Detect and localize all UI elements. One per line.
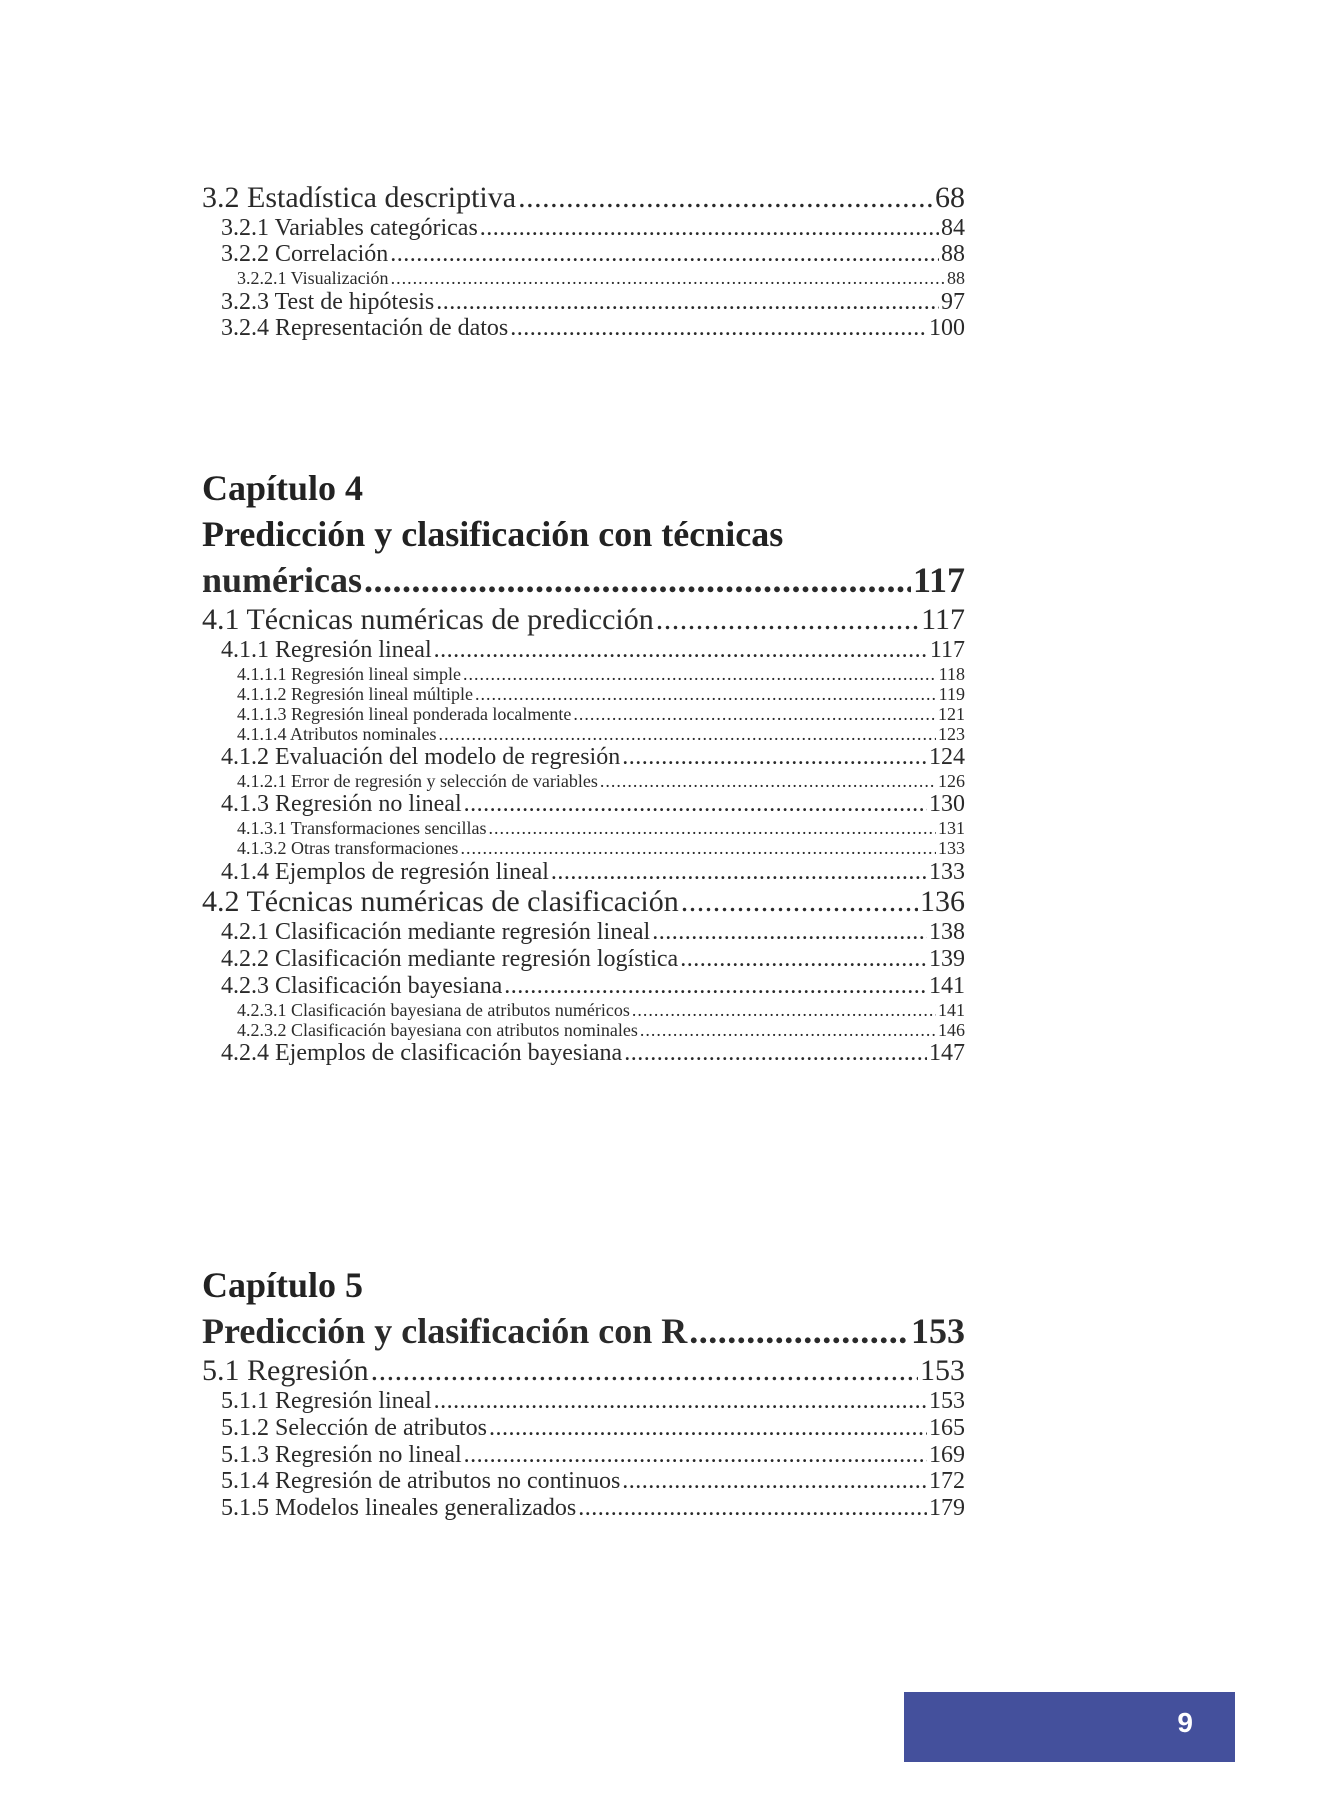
toc-entry-page: 124 xyxy=(929,744,965,771)
toc-leader-dots xyxy=(504,973,927,1000)
toc-entry[interactable] xyxy=(202,771,965,791)
toc-entry-page: 88 xyxy=(947,268,965,289)
toc-entry[interactable] xyxy=(202,181,965,215)
toc-entry[interactable] xyxy=(202,919,965,946)
toc-entry[interactable] xyxy=(202,289,965,316)
toc-leader-dots xyxy=(624,1040,927,1067)
toc-leader-dots xyxy=(689,1308,909,1354)
toc-leader-dots xyxy=(518,181,933,215)
toc-leader-dots xyxy=(622,1468,927,1495)
toc-leader-dots xyxy=(510,315,927,342)
toc-entry-page: 117 xyxy=(921,603,965,637)
chapter-5-title-line1: Predicción y clasificación con R xyxy=(202,1311,688,1352)
toc-chapter-4 xyxy=(202,465,965,1067)
toc-entry-page: 153 xyxy=(929,1387,965,1414)
toc-entry-title: 4.1.1.2 Regresión lineal múltiple xyxy=(237,683,473,704)
toc-entry[interactable] xyxy=(202,1040,965,1067)
toc-leader-dots xyxy=(464,1442,927,1469)
toc-entry-title: 4.2.3.2 Clasificación bayesiana con atributos nominales xyxy=(237,1019,638,1040)
toc-entry-page: 165 xyxy=(929,1414,965,1441)
toc-entry-page: 136 xyxy=(920,885,965,919)
toc-leader-dots xyxy=(600,771,936,791)
toc-entry-title: 4.1.1.1 Regresión lineal simple xyxy=(237,663,461,684)
toc-entry-title: 5.1.3 Regresión no lineal xyxy=(221,1441,462,1468)
toc-entry-page: 138 xyxy=(929,919,965,946)
toc-entry[interactable] xyxy=(202,744,965,771)
toc-entry-page: 133 xyxy=(938,838,965,859)
toc-entry-page: 169 xyxy=(929,1441,965,1468)
toc-entry-title: 5.1.1 Regresión lineal xyxy=(221,1387,432,1414)
chapter-4-title-line1: Predicción y clasificación con técnicas xyxy=(202,514,784,555)
toc-entry-title: 4.2.4 Ejemplos de clasificación bayesiana xyxy=(221,1039,623,1066)
chapter-4-title-row[interactable] xyxy=(202,557,965,603)
toc-leader-dots xyxy=(632,1000,936,1020)
toc-entry[interactable] xyxy=(202,1468,965,1495)
toc-leader-dots xyxy=(656,603,919,637)
toc-entry-title: 4.1.3.2 Otras transformaciones xyxy=(237,838,459,859)
toc-leader-dots xyxy=(551,859,927,886)
toc-entry-title: 5.1.5 Modelos lineales generalizados xyxy=(221,1495,577,1522)
toc-entry[interactable] xyxy=(202,946,965,973)
toc-entry-page: 133 xyxy=(929,858,965,885)
toc-entry[interactable] xyxy=(202,637,965,664)
toc-entry-title: 3.2.2.1 Visualización xyxy=(237,268,389,289)
toc-leader-dots xyxy=(622,744,927,771)
toc-entry[interactable] xyxy=(202,1020,965,1040)
toc-entry-title: 4.2 Técnicas numéricas de clasificación xyxy=(202,885,679,919)
toc-entry-page: 141 xyxy=(929,972,965,999)
page-number: 9 xyxy=(1177,1707,1193,1738)
toc-entry[interactable] xyxy=(202,684,965,704)
toc-entry[interactable] xyxy=(202,1000,965,1020)
toc-entry-page: 68 xyxy=(935,181,965,214)
toc-entry[interactable] xyxy=(202,1388,965,1415)
toc-entry-page: 84 xyxy=(941,214,965,241)
page-number-box xyxy=(904,1692,1235,1762)
chapter-5-label: Capítulo 5 xyxy=(202,1265,364,1305)
toc-entry-title: 5.1 Regresión xyxy=(202,1354,369,1388)
toc-leader-dots xyxy=(680,946,927,973)
toc-entry-title: 4.2.3.1 Clasificación bayesiana de atributos numéricos xyxy=(237,999,630,1020)
toc-entry-page: 100 xyxy=(929,315,965,342)
toc-leader-dots xyxy=(489,1415,927,1442)
toc-entry-page: 88 xyxy=(941,241,965,268)
toc-entry-page: 126 xyxy=(938,771,965,792)
toc-entry-page: 118 xyxy=(938,663,965,684)
toc-entry-title: 4.2.2 Clasificación mediante regresión logística xyxy=(221,945,679,972)
toc-entry[interactable] xyxy=(202,704,965,724)
toc-leader-dots xyxy=(391,268,945,288)
toc-leader-dots xyxy=(488,818,936,838)
chapter-4-entries xyxy=(202,603,965,1067)
toc-entry[interactable] xyxy=(202,1442,965,1469)
toc-entry-title: 4.2.3 Clasificación bayesiana xyxy=(221,972,503,999)
toc-entry[interactable] xyxy=(202,838,965,858)
toc-leader-dots xyxy=(364,557,911,603)
toc-leader-dots xyxy=(475,684,937,704)
toc-entry[interactable] xyxy=(202,215,965,242)
toc-leader-dots xyxy=(390,241,939,268)
toc-leader-dots xyxy=(434,637,928,664)
toc-leader-dots xyxy=(681,885,918,919)
toc-entry-title: 4.1.1.3 Regresión lineal ponderada localmente xyxy=(237,704,572,725)
toc-entry[interactable] xyxy=(202,315,965,342)
toc-leader-dots xyxy=(464,791,927,818)
toc-entry[interactable] xyxy=(202,1415,965,1442)
toc-entry-title: 3.2.1 Variables categóricas xyxy=(221,214,478,241)
toc-entry-title: 4.1.3.1 Transformaciones sencillas xyxy=(237,818,487,839)
toc-leader-dots xyxy=(578,1495,927,1522)
toc-entry-title: 4.1.2.1 Error de regresión y selección de variables xyxy=(237,771,598,792)
toc-entry-page: 117 xyxy=(929,636,965,663)
toc-leader-dots xyxy=(434,1388,927,1415)
toc-entry-page: 153 xyxy=(920,1354,965,1388)
toc-entry[interactable] xyxy=(202,268,965,288)
toc-entry-title: 3.2 Estadística descriptiva xyxy=(202,181,517,214)
toc-leader-dots xyxy=(480,215,939,242)
toc-entry-page: 119 xyxy=(938,683,965,704)
toc-leader-dots xyxy=(652,919,927,946)
toc-entry[interactable] xyxy=(202,241,965,268)
toc-leader-dots xyxy=(460,838,936,858)
toc-leader-dots xyxy=(640,1020,936,1040)
toc-entry[interactable] xyxy=(202,603,965,637)
toc-entry-title: 5.1.2 Selección de atributos xyxy=(221,1414,487,1441)
toc-leader-dots xyxy=(573,704,936,724)
toc-entry[interactable] xyxy=(202,859,965,886)
chapter-4-label: Capítulo 4 xyxy=(202,468,364,508)
toc-entry[interactable] xyxy=(202,885,965,919)
toc-entry-page: 141 xyxy=(938,999,965,1020)
toc-entry-title: 3.2.3 Test de hipótesis xyxy=(221,288,435,315)
toc-leader-dots xyxy=(436,289,939,316)
toc-entry-title: 4.1.3 Regresión no lineal xyxy=(221,791,462,818)
toc-entry-title: 4.1.4 Ejemplos de regresión lineal xyxy=(221,858,549,885)
toc-entry-page: 123 xyxy=(938,724,965,745)
toc-entry[interactable] xyxy=(202,973,965,1000)
toc-entry-page: 147 xyxy=(929,1039,965,1066)
toc-entry-title: 4.1.2 Evaluación del modelo de regresión xyxy=(221,744,621,771)
toc-entry-title: 3.2.4 Representación de datos xyxy=(221,315,509,342)
chapter-4-page: 117 xyxy=(912,560,965,601)
toc-entry[interactable] xyxy=(202,724,965,744)
toc-entry-title: 4.1 Técnicas numéricas de predicción xyxy=(202,603,654,637)
toc-leader-dots xyxy=(371,1354,918,1388)
toc-entry-page: 146 xyxy=(938,1019,965,1040)
toc-entry[interactable] xyxy=(202,818,965,838)
toc-entry[interactable] xyxy=(202,791,965,818)
toc-entry[interactable] xyxy=(202,1495,965,1522)
toc-leader-dots xyxy=(439,724,937,744)
toc-entry-title: 4.1.1 Regresión lineal xyxy=(221,636,432,663)
toc-entry-page: 179 xyxy=(929,1495,965,1522)
toc-entry-title: 3.2.2 Correlación xyxy=(221,241,389,268)
toc-entry-page: 172 xyxy=(929,1468,965,1495)
toc-entry-title: 5.1.4 Regresión de atributos no continuos xyxy=(221,1468,621,1495)
toc-leader-dots xyxy=(463,664,937,684)
toc-entry-title: 4.2.1 Clasificación mediante regresión lineal xyxy=(221,919,651,946)
chapter-4-title-line2: numéricas xyxy=(202,560,362,601)
toc-entry-page: 131 xyxy=(938,818,965,839)
toc-entry-title: 4.1.1.4 Atributos nominales xyxy=(237,724,437,745)
toc-entry-page: 97 xyxy=(941,288,965,315)
toc-entry[interactable] xyxy=(202,1354,965,1388)
toc-entry-page: 121 xyxy=(938,704,965,725)
toc-entry-page: 130 xyxy=(929,791,965,818)
toc-entry[interactable] xyxy=(202,664,965,684)
chapter-5-page: 153 xyxy=(911,1311,965,1352)
chapter-5-title-row[interactable] xyxy=(202,1308,965,1354)
toc-chapter-5 xyxy=(202,1262,965,1522)
toc-section-3-2 xyxy=(202,181,965,342)
chapter-5-entries xyxy=(202,1354,965,1522)
toc-entry-page: 139 xyxy=(929,945,965,972)
